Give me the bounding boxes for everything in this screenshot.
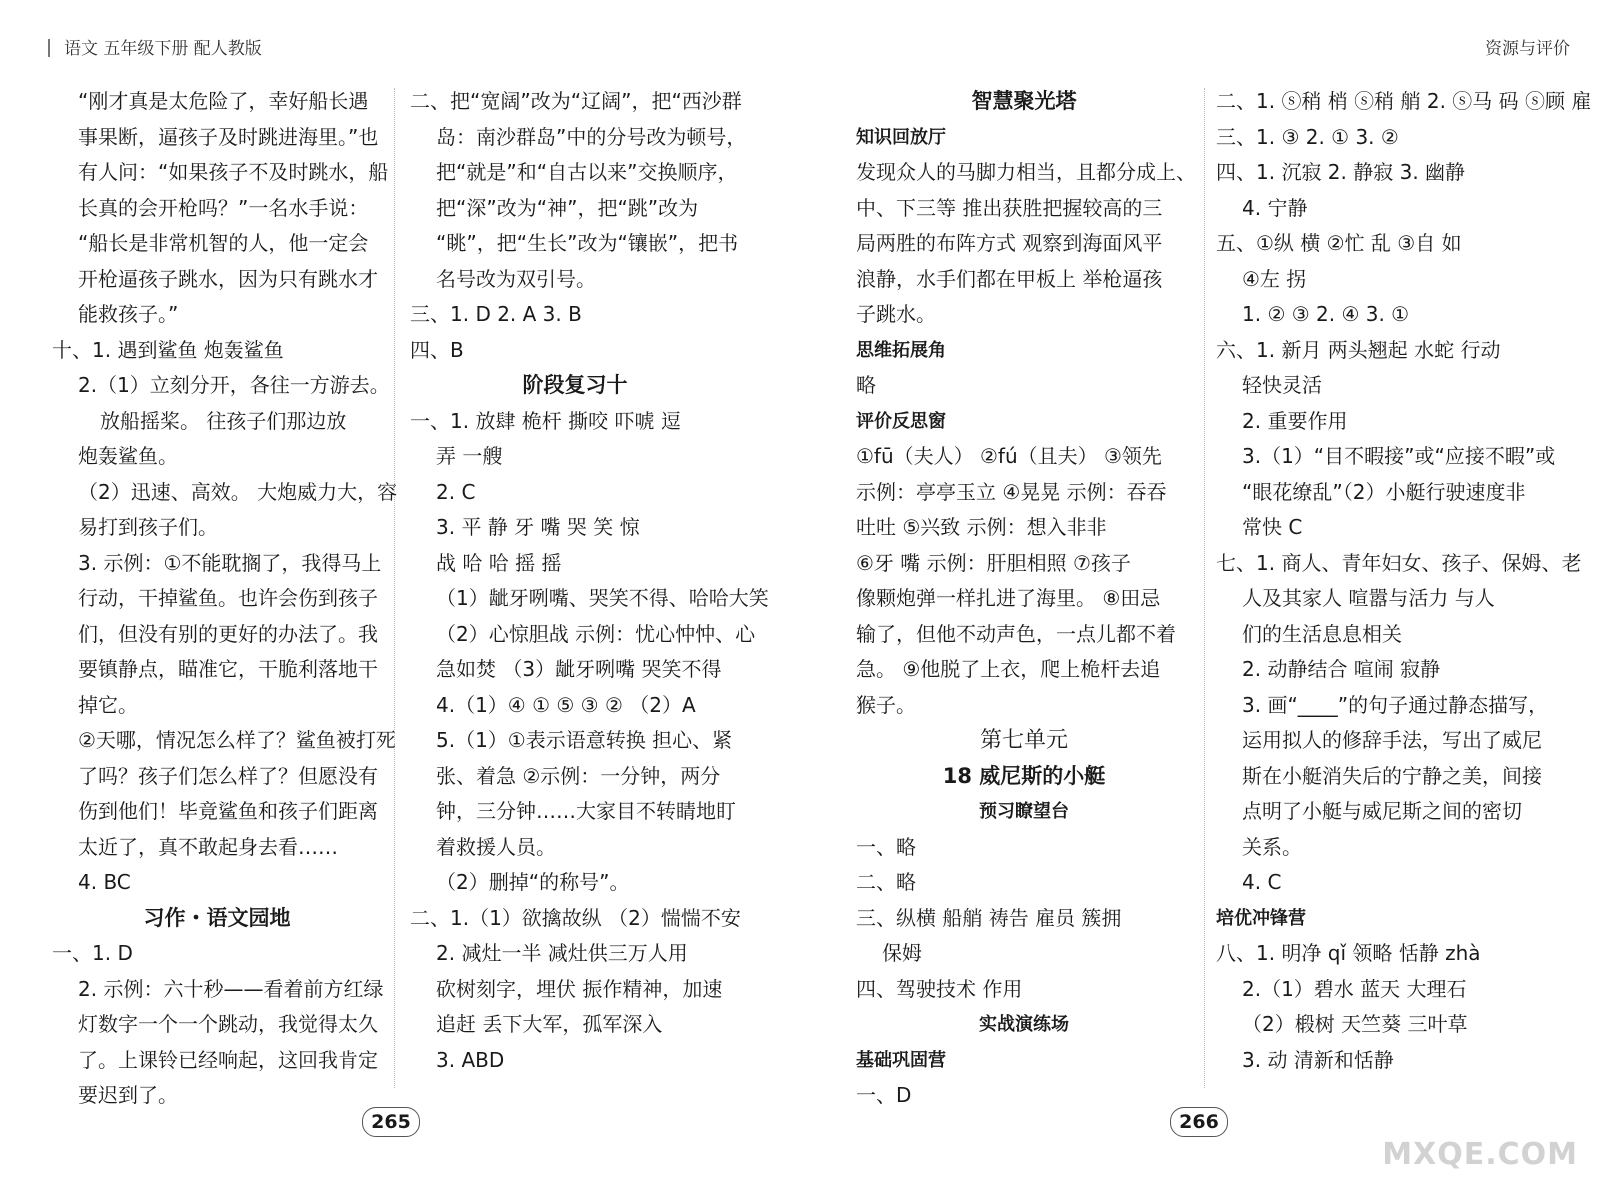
running-header-right: 资源与评价 (1485, 39, 1570, 59)
answer-line: ④左 拐 (1242, 266, 1307, 291)
answer-line: 二、把“宽阔”改为“辽阔”，把“西沙群 (410, 89, 742, 113)
answer-line: ⑥牙 嘴 示例：肝胆相照 ⑦孩子 (856, 550, 1131, 575)
answer-line: 局两胜的布阵方式 观察到海面风平 (856, 231, 1163, 255)
answer-line: 了。上课铃已经响起，这回我肯定 (78, 1047, 378, 1072)
answer-line: 2. 重要作用 (1242, 408, 1348, 433)
answer-line: 八、1. 明净 qǐ 领略 恬静 zhà (1216, 941, 1481, 965)
answer-line: 五、①纵 横 ②忙 乱 ③自 如 (1216, 231, 1462, 255)
section-heading: 预习瞭望台 (979, 801, 1069, 822)
answer-line: 3. 示例：①不能耽搁了，我得马上 (78, 550, 382, 575)
answer-line: 吐吐 ⑤兴致 示例：想入非非 (856, 515, 1107, 539)
section-heading: 基础巩固营 (856, 1049, 946, 1071)
answer-line: 3. 画“____”的句子通过静态描写， (1242, 692, 1549, 717)
answer-line: 开枪逼孩子跳水，因为只有跳水才 (78, 266, 378, 291)
answer-line: 砍树刻字，埋伏 振作精神，加速 (436, 976, 723, 1001)
answer-line: “眼花缭乱”（2）小艇行驶速度非 (1242, 479, 1526, 504)
running-header-left: 语文 五年级下册 配人教版 (48, 34, 262, 59)
answer-line: 4. 宁静 (1242, 195, 1308, 220)
answer-line: 关系。 (1242, 834, 1302, 859)
answer-line: 常快 C (1242, 515, 1303, 539)
section-heading: 实战演练场 (979, 1014, 1069, 1035)
answer-line: 斯在小艇消失后的宁静之美，间接 (1242, 763, 1542, 788)
answer-line: 运用拟人的修辞手法，写出了威尼 (1242, 728, 1542, 752)
answer-line: （2）心惊胆战 示例：忧心忡忡、心 (436, 621, 756, 646)
answer-line: 2.（1）立刻分开，各往一方游去。 (78, 373, 390, 397)
answer-line: 行动，干掉鲨鱼。也许会伤到孩子 (78, 586, 378, 610)
answer-line: 放船摇桨。 往孩子们那边放 (100, 408, 347, 433)
answer-line: 能救孩子。” (78, 302, 179, 326)
answer-column-4 (1216, 84, 1592, 1078)
answer-line: 二、略 (856, 870, 916, 894)
answer-line: “刚才真是太危险了，幸好船长遇 (78, 89, 369, 113)
section-heading: 18 威尼斯的小艇 (942, 763, 1106, 788)
answer-line: 示例：亭亭玉立 ④晃晃 示例：吞吞 (856, 479, 1167, 504)
answer-line: 名号改为双引号。 (436, 266, 596, 291)
answer-line: 着救援人员。 (436, 834, 556, 859)
answer-line: 二、1.（1）欲擒故纵 （2）惴惴不安 (410, 905, 741, 930)
section-heading: 知识回放厅 (856, 126, 946, 148)
answer-line: 事果断，逼孩子及时跳进海里。”也 (78, 124, 379, 149)
answer-line: 2. 动静结合 喧闹 寂静 (1242, 657, 1441, 681)
section-heading: 评价反思窗 (856, 410, 946, 432)
section-heading: 思维拓展角 (856, 339, 946, 361)
answer-line: 像颗炮弹一样扎进了海里。 ⑧田忌 (856, 586, 1161, 610)
answer-line: 把“深”改为“神”，把“跳”改为 (436, 195, 699, 220)
answer-line: 弄 一艘 (436, 444, 503, 468)
answer-line: ②天哪，情况怎么样了？鲨鱼被打死 (78, 728, 396, 752)
answer-line: 猴子。 (856, 692, 916, 717)
answer-line: 一、1. D (52, 941, 133, 965)
answer-line: 一、1. 放肆 桅杆 撕咬 吓唬 逗 (410, 408, 681, 433)
column-divider (394, 88, 395, 1088)
answer-line: 3.（1）“目不暇接”或“应接不暇”或 (1242, 444, 1556, 468)
answer-line: 伤到他们！毕竟鲨鱼和孩子们距离 (78, 799, 378, 823)
answer-line: 易打到孩子们。 (78, 515, 218, 539)
answer-line: 们的生活息息相关 (1242, 621, 1402, 646)
answer-line: 炮轰鲨鱼。 (78, 444, 178, 468)
answer-line: 5.（1）①表示语意转换 担心、紧 (436, 728, 733, 752)
answer-line: 轻快灵活 (1242, 373, 1322, 397)
answer-line: 灯数字一个一个跳动，我觉得太久 (78, 1012, 378, 1036)
section-heading: 阶段复习十 (522, 373, 628, 397)
column-divider (1204, 88, 1205, 1088)
answer-line: （2）删掉“的称号”。 (436, 870, 630, 894)
section-heading: 第七单元 (979, 728, 1068, 753)
answer-line: 一、D (856, 1083, 912, 1107)
answer-line: 点明了小艇与威尼斯之间的密切 (1242, 799, 1522, 823)
answer-line: 子跳水。 (856, 302, 936, 326)
answer-line: 有人问：“如果孩子不及时跳水，船 (78, 160, 389, 184)
answer-line: 2. 示例：六十秒——看着前方红绿 (78, 976, 384, 1001)
answer-line: “船长是非常机智的人，他一定会 (78, 231, 369, 255)
answer-line: 二、1. ⓢ稍 梢 ⓢ稍 艄 2. ⓢ马 码 ⓢ顾 雇 (1216, 89, 1592, 113)
answer-line: 四、1. 沉寂 2. 静寂 3. 幽静 (1216, 160, 1466, 184)
answer-line: （2）椴树 天竺葵 三叶草 (1242, 1012, 1468, 1036)
answer-line: 要镇静点，瞄准它，干脆利落地干 (78, 657, 378, 681)
answer-line: 4.（1）④ ① ⑤ ③ ② （2）A (436, 692, 696, 717)
answer-line: 掉它。 (78, 692, 138, 717)
answer-line: 太近了，真不敢起身去看…… (78, 834, 338, 859)
answer-line: （2）迅速、高效。 大炮威力大，容 (78, 479, 398, 504)
page-number-right: 266 (1170, 1107, 1228, 1137)
answer-line: 1. ② ③ 2. ④ 3. ① (1242, 302, 1410, 326)
answer-line: 七、1. 商人、青年妇女、孩子、保姆、老 (1216, 550, 1582, 575)
answer-line: 岛：南沙群岛”中的分号改为顿号， (436, 124, 747, 149)
answer-line: 四、B (410, 337, 464, 362)
answer-line: 十、1. 遇到鲨鱼 炮轰鲨鱼 (52, 337, 284, 362)
answer-line: 长真的会开枪吗？”一名水手说： (78, 195, 369, 220)
section-heading: 智慧聚光塔 (971, 89, 1077, 113)
answer-line: 六、1. 新月 两头翘起 水蛇 行动 (1216, 337, 1501, 362)
answer-line: 把“就是”和“自古以来”交换顺序， (436, 160, 738, 184)
answer-line: 三、1. ③ 2. ① 3. ② (1216, 124, 1399, 149)
answer-line: 急。 ⑨他脱了上衣，爬上桅杆去追 (856, 657, 1161, 681)
answer-line: 输了，但他不动声色，一点儿都不着 (856, 621, 1176, 646)
answer-line: 浪静，水手们都在甲板上 举枪逼孩 (856, 266, 1163, 291)
answer-column-2 (410, 84, 769, 1078)
page-number-left: 265 (362, 1107, 420, 1137)
answer-line: 3. 动 清新和恬静 (1242, 1047, 1394, 1072)
answer-line: 2. 减灶一半 减灶供三万人用 (436, 941, 688, 965)
answer-line: 们，但没有别的更好的办法了。我 (78, 621, 378, 646)
answer-line: 一、略 (856, 834, 916, 859)
answer-line: 3. ABD (436, 1047, 505, 1072)
answer-line: 人及其家人 喧嚣与活力 与人 (1242, 586, 1495, 610)
answer-line: 钟，三分钟……大家目不转睛地盯 (436, 799, 736, 823)
answer-column-1 (52, 84, 398, 1114)
answer-line: 要迟到了。 (78, 1083, 178, 1107)
answer-line: 四、驾驶技术 作用 (856, 976, 1023, 1001)
answer-column-3 (856, 84, 1196, 1114)
answer-line: 保姆 (882, 941, 922, 965)
answer-line: 了吗？孩子们怎么样了？但愿没有 (78, 763, 378, 788)
answer-line: 三、纵横 船艄 祷告 雇员 簇拥 (856, 905, 1122, 930)
answer-line: 三、1. D 2. A 3. B (410, 302, 582, 326)
watermark: MXQE.COM (1382, 1137, 1578, 1172)
answer-line: 2.（1）碧水 蓝天 大理石 (1242, 976, 1467, 1001)
answer-line: 发现众人的马脚力相当，且都分成上、 (856, 160, 1196, 184)
answer-line: ①fū（夫人） ②fú（且夫） ③领先 (856, 444, 1162, 468)
answer-line: 2. C (436, 479, 476, 504)
answer-line: 3. 平 静 牙 嘴 哭 笑 惊 (436, 515, 640, 539)
section-heading: 培优冲锋营 (1216, 907, 1306, 929)
answer-line: （1）龇牙咧嘴、哭笑不得、哈哈大笑 (436, 586, 769, 610)
answer-line: “眺”，把“生长”改为“镶嵌”，把书 (436, 231, 739, 255)
answer-line: 追赶 丢下大军，孤军深入 (436, 1012, 663, 1036)
answer-line: 急如焚 （3）龇牙咧嘴 哭笑不得 (436, 657, 722, 681)
answer-line: 4. BC (78, 870, 131, 894)
answer-line: 略 (856, 373, 876, 397)
answer-line: 张、着急 ②示例：一分钟，两分 (436, 763, 721, 788)
answer-line: 战 哈 哈 摇 摇 (436, 550, 562, 575)
section-heading: 习作・语文园地 (143, 905, 291, 930)
answer-line: 4. C (1242, 870, 1282, 894)
answer-line: 中、下三等 推出获胜把握较高的三 (856, 195, 1163, 220)
